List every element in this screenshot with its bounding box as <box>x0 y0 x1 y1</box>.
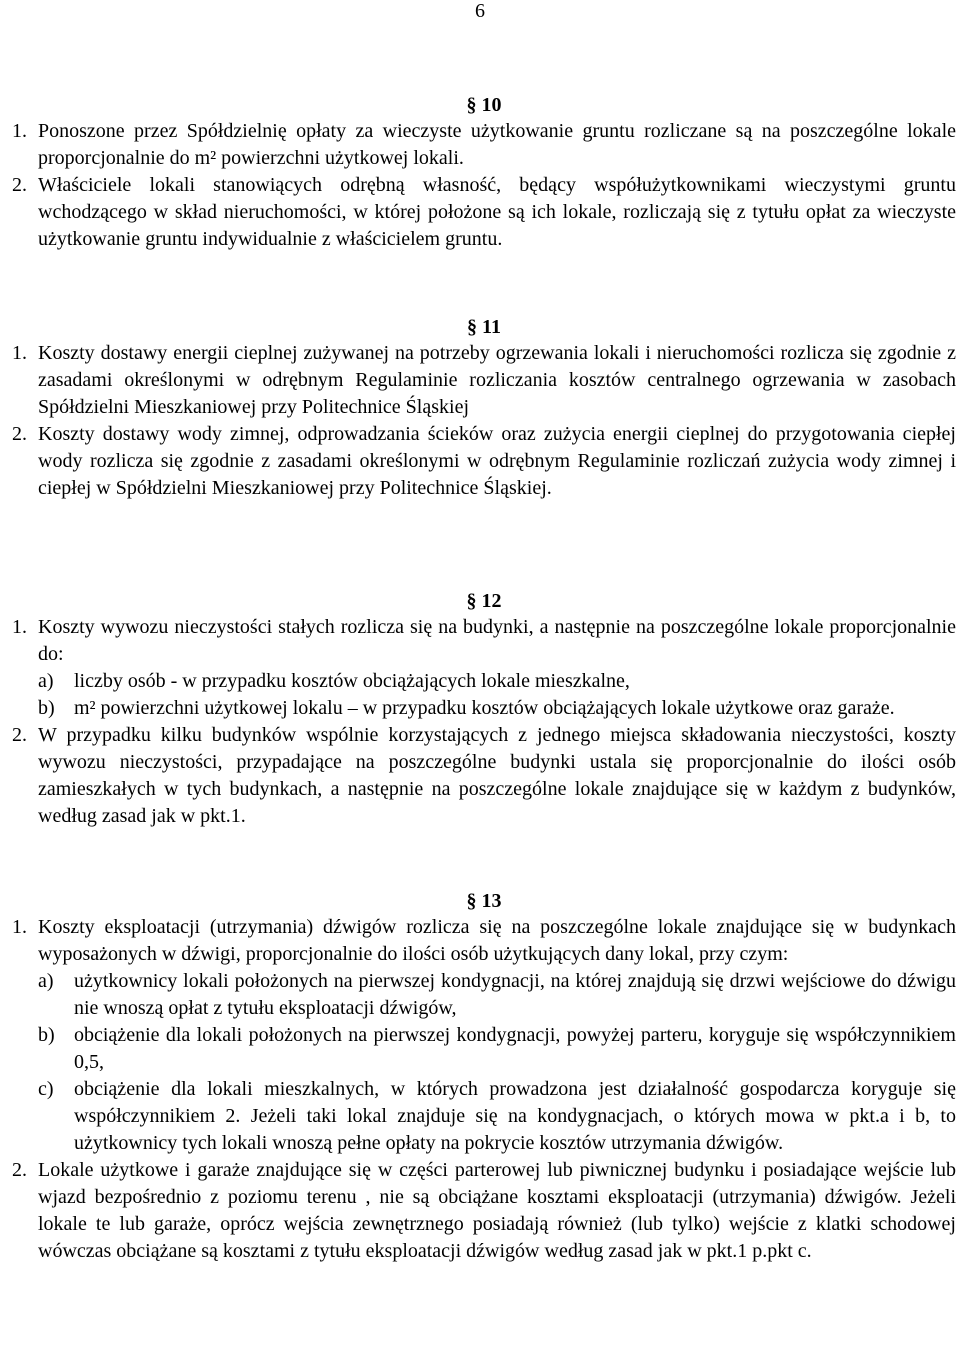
paragraph-text: Ponoszone przez Spółdzielnię opłaty za wieczyste użytkowanie gruntu rozliczane są na poszczególne lokale proporcjonalnie do m² powierzchni użytkowej lokali. <box>38 120 956 169</box>
paragraph-1 <box>12 118 956 172</box>
paragraph-number: 2. <box>12 724 27 746</box>
paragraph-2 <box>12 722 956 830</box>
section-title: § 12 <box>466 590 502 612</box>
paragraph-text: Koszty wywozu nieczystości stałych rozlicza się na budynki, a następnie na poszczególne lokale proporcjonalnie do: <box>38 616 956 665</box>
paragraph-text: Właściciele lokali stanowiących odrębną własność, będący współużytkownikami wieczystymi gruntu wchodzącego w skład nieruchomości, w której położone są ich lokale, rozliczają się z tytułu opłat za wieczyste użytkowanie gruntu indywidualnie z właścicielem gruntu. <box>38 174 956 250</box>
list-item-a <box>12 968 956 1022</box>
paragraph-number: 1. <box>12 616 27 638</box>
paragraph-number: 1. <box>12 916 27 938</box>
paragraph-2 <box>12 172 956 253</box>
list-letter: b) <box>38 697 55 719</box>
list-text: obciążenie dla lokali mieszkalnych, w których prowadzona jest działalność gospodarcza koryguje się współczynnikiem 2. Jeżeli taki lokal znajduje się na kondygnacjach, o których mowa w pkt.a i b, to użytkownicy tych lokali wnoszą pełne opłaty na pokrycie kosztów utrzymania dźwigów. <box>74 1078 956 1154</box>
list-text: m² powierzchni użytkowej lokalu – w przypadku kosztów obciążających lokale użytkowe oraz garaże. <box>74 697 895 719</box>
list-text: użytkownicy lokali położonych na pierwszej kondygnacji, na której znajdują się drzwi wejściowe do dźwigu nie wnoszą opłat z tytułu eksploatacji dźwigów, <box>74 970 956 1019</box>
page-number: 6 <box>475 0 485 22</box>
paragraph-text: Koszty dostawy energii cieplnej zużywanej na potrzeby ogrzewania lokali i nieruchomości rozlicza się zgodnie z zasadami określonymi w odrębnym Regulaminie rozliczania kosztów centralnego ogrzewania w zasobach Spółdzielni Mieszkaniowej przy Politechnice Śląskiej <box>38 342 956 418</box>
paragraph-number: 2. <box>12 423 27 445</box>
section-title: § 13 <box>466 890 502 912</box>
list-letter: a) <box>38 670 54 692</box>
list-item-b <box>12 695 956 722</box>
list-item-c <box>12 1076 956 1157</box>
paragraph-text: Koszty dostawy wody zimnej, odprowadzania ścieków oraz zużycia energii cieplnej do przygotowania ciepłej wody rozlicza się zgodnie z zasadami określonymi w odrębnym Regulaminie rozliczań zużycia wody zimnej i ciepłej w Spółdzielni Mieszkaniowej przy Politechnice Śląskiej. <box>38 423 956 499</box>
list-letter: c) <box>38 1078 54 1100</box>
paragraph-1 <box>12 614 956 668</box>
section-title: § 10 <box>466 94 502 116</box>
paragraph-number: 1. <box>12 342 27 364</box>
paragraph-number: 1. <box>12 120 27 142</box>
paragraph-2 <box>12 421 956 502</box>
list-text: liczby osób - w przypadku kosztów obciążających lokale mieszkalne, <box>74 670 630 692</box>
paragraph-number: 2. <box>12 1159 27 1181</box>
list-item-a <box>12 668 956 695</box>
paragraph-text: Koszty eksploatacji (utrzymania) dźwigów rozlicza się na poszczególne lokale znajdujące się w budynkach wyposażonych w dźwigi, proporcjonalnie do ilości osób użytkujących dany lokal, przy czym: <box>38 916 956 965</box>
list-text: obciążenie dla lokali położonych na pierwszej kondygnacji, powyżej parteru, koryguje się współczynnikiem 0,5, <box>74 1024 956 1073</box>
paragraph-number: 2. <box>12 174 27 196</box>
section-11 <box>12 314 956 502</box>
section-10 <box>12 92 956 253</box>
section-13 <box>12 888 956 1265</box>
section-12 <box>12 588 956 830</box>
paragraph-2 <box>12 1157 956 1265</box>
paragraph-text: Lokale użytkowe i garaże znajdujące się w części parterowej lub piwnicznej budynku i posiadające wejście lub wjazd bezpośrednio z poziomu terenu , nie są obciążane kosztami eksploatacji (utrzymania) dźwigów. Jeżeli lokale te lub garaże, oprócz wejścia zewnętrznego posiadają również (lub tylko) wejście z klatki schodowej wówczas obciążane są kosztami z tytułu eksploatacji dźwigów według zasad jak w pkt.1 p.pkt c. <box>38 1159 956 1262</box>
list-letter: b) <box>38 1024 55 1046</box>
list-letter: a) <box>38 970 54 992</box>
paragraph-text: W przypadku kilku budynków wspólnie korzystających z jednego miejsca składowania nieczystości, koszty wywozu nieczystości, przypadające na poszczególne budynki ustala się proporcjonalnie do ilości osób zamieszkałych w tych budynkach, a następnie na poszczególne lokale znajdujące się w każdym z budynków, według zasad jak w pkt.1. <box>38 724 956 827</box>
section-title: § 11 <box>467 316 501 338</box>
paragraph-1 <box>12 340 956 421</box>
list-item-b <box>12 1022 956 1076</box>
paragraph-1 <box>12 914 956 968</box>
